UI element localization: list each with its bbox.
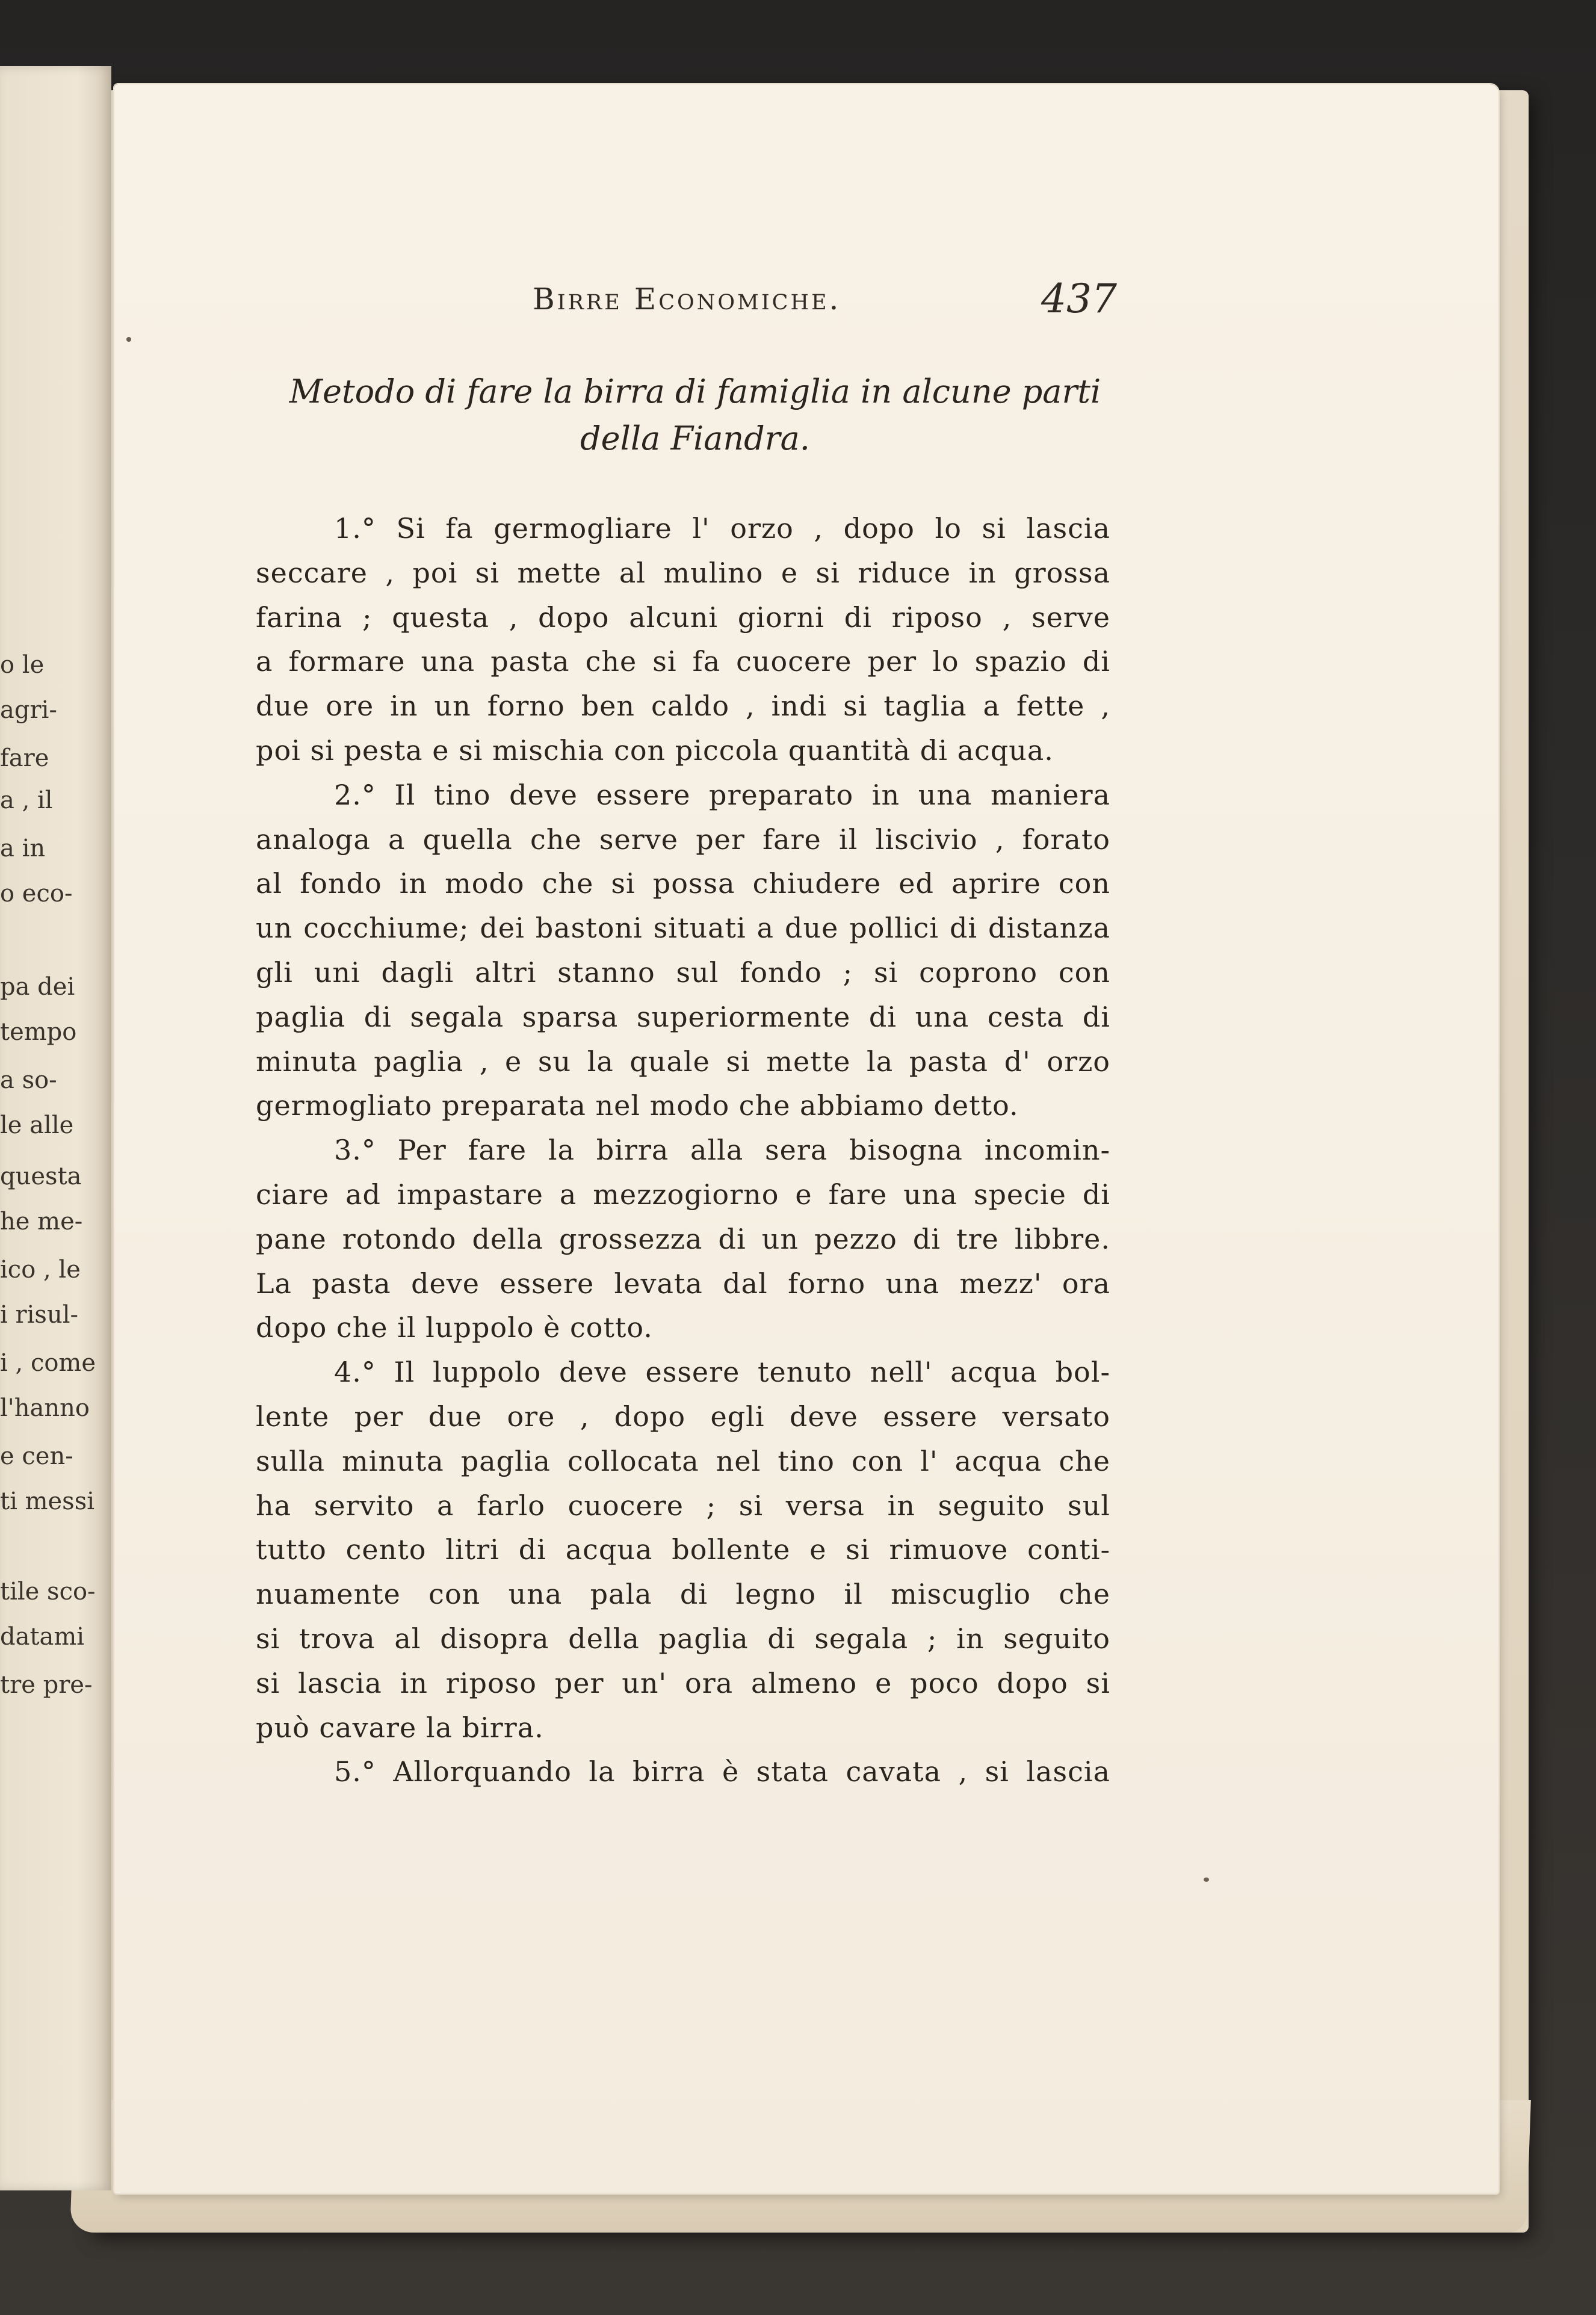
text-line: 2.° Il tino deve essere preparato in una maniera (334, 778, 1110, 811)
paper-fleck (1204, 1878, 1209, 1882)
text-line: ha servito a farlo cuocere ; si versa in seguito sul (256, 1489, 1110, 1522)
text-line: un cocchiume; dei bastoni situati a due pollici di distanza (256, 912, 1110, 945)
text-line: può cavare la birra. (256, 1711, 544, 1744)
page-number: 437 (1041, 276, 1117, 322)
text-line: pane rotondo della grossezza di un pezzo di tre libbre. (256, 1222, 1110, 1255)
text-line: gli uni dagli altri stanno sul fondo ; si coprono con (256, 956, 1110, 989)
text-line: a formare una pasta che si fa cuocere per lo spazio di (256, 645, 1110, 678)
left-page-text-fragment: o eco- (0, 880, 73, 907)
text-line: sulla minuta paglia collocata nel tino con l' acqua che (256, 1444, 1110, 1477)
text-line: paglia di segala sparsa superiormente di una cesta di (256, 1000, 1110, 1033)
paper-fleck (126, 337, 131, 342)
text-line: due ore in un forno ben caldo , indi si taglia a fette , (256, 690, 1110, 723)
left-page-text-fragment: tile sco- (0, 1578, 96, 1606)
text-line: nuamente con una pala di legno il miscuglio che (256, 1578, 1110, 1611)
text-line: poi si pesta e si mischia con piccola quantità di acqua. (256, 734, 1054, 767)
text-line: 3.° Per fare la birra alla sera bisogna incomin- (334, 1134, 1110, 1167)
text-line: tutto cento litri di acqua bollente e si rimuove conti- (256, 1533, 1110, 1566)
text-line: 4.° Il luppolo deve essere tenuto nell' acqua bol- (334, 1356, 1110, 1389)
left-page-text-fragment: pa dei (0, 973, 75, 1001)
text-line: si lascia in riposo per un' ora almeno e poco dopo si (256, 1666, 1110, 1699)
section-title-line: Metodo di fare la birra di famiglia in alcune parti (289, 372, 1101, 410)
left-page-text-fragment: he me- (0, 1208, 83, 1235)
left-page-text-fragment: a , il (0, 787, 53, 814)
running-head: Birre Economiche. (533, 282, 841, 317)
text-line: 1.° Si fa germogliare l' orzo , dopo lo si lascia (334, 512, 1110, 545)
left-page-text-fragment: fare (0, 744, 49, 772)
left-page-text-fragment: questa (0, 1163, 82, 1190)
text-line: ciare ad impastare a mezzogiorno e fare una specie di (256, 1178, 1110, 1211)
text-line: 5.° Allorquando la birra è stata cavata , si lascia (334, 1755, 1110, 1788)
text-line: al fondo in modo che si possa chiudere ed aprire con (256, 867, 1110, 900)
text-line: La pasta deve essere levata dal forno una mezz' ora (256, 1267, 1110, 1300)
left-page-text-fragment: tempo (0, 1018, 77, 1046)
section-title-line: della Fiandra. (580, 419, 810, 457)
section-title (259, 368, 1131, 462)
text-line: minuta paglia , e su la quale si mette la pasta d' orzo (256, 1045, 1110, 1078)
left-page-text-fragment: i risul- (0, 1301, 79, 1329)
text-line: dopo che il luppolo è cotto. (256, 1311, 653, 1344)
left-page-text-fragment: e cen- (0, 1442, 73, 1470)
left-page-sliver (0, 66, 111, 2190)
left-page-text-fragment: a so- (0, 1066, 57, 1094)
text-line: lente per due ore , dopo egli deve essere versato (256, 1400, 1110, 1433)
left-page-text-fragment: ti messi (0, 1488, 95, 1515)
text-line: si trova al disopra della paglia di segala ; in seguito (256, 1622, 1110, 1655)
body-text (256, 507, 1110, 1794)
text-line: seccare , poi si mette al mulino e si riduce in grossa (256, 556, 1110, 589)
left-page-text-fragment: datami (0, 1623, 85, 1651)
text-line: germogliato preparata nel modo che abbiamo detto. (256, 1089, 1019, 1122)
left-page-text-fragment: o le (0, 651, 45, 679)
left-page-text-fragment: ico , le (0, 1256, 81, 1284)
left-page-text-fragment: l'hanno (0, 1394, 90, 1422)
left-page-text-fragment: tre pre- (0, 1671, 93, 1699)
text-line: farina ; questa , dopo alcuni giorni di riposo , serve (256, 601, 1110, 634)
left-page-text-fragment: agri- (0, 696, 57, 724)
text-line: analoga a quella che serve per fare il liscivio , forato (256, 823, 1110, 856)
left-page-text-fragment: le alle (0, 1111, 74, 1139)
left-page-text-fragment: i , come (0, 1349, 96, 1377)
left-page-text-fragment: a in (0, 835, 46, 862)
